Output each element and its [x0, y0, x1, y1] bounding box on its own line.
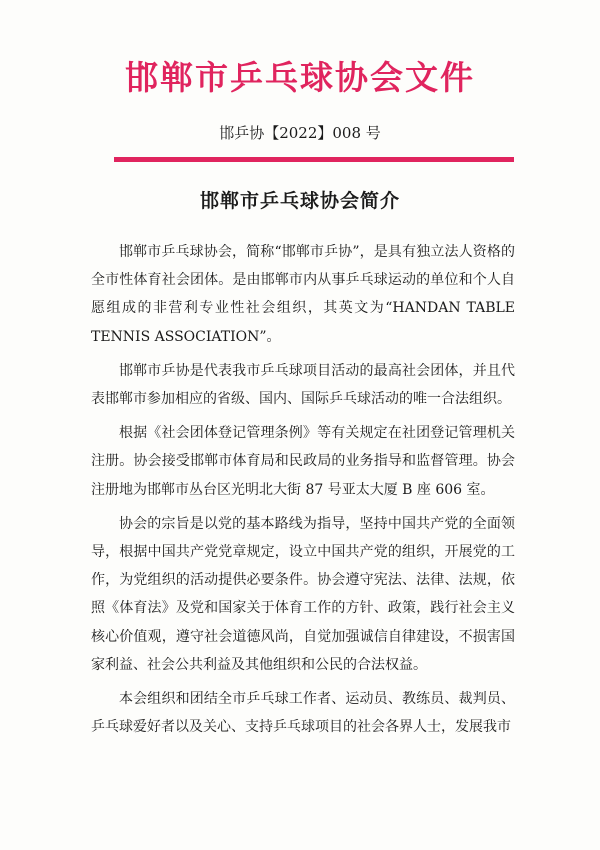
- paragraph-membership: 本会组织和团结全市乒乓球工作者、运动员、教练员、裁判员、乒乓球爱好者以及关心、支持乒乓球项目的社会各界人士，发展我市: [91, 691, 515, 736]
- document-header-title: 邯郸市乒乓球协会文件: [125, 58, 475, 97]
- paragraph-purpose: 协会的宗旨是以党的基本路线为指导，坚持中国共产党的全面领导，根据中国共产党党章规定，设立中国共产党的组织，开展党的工作，为党组织的活动提供必要条件。协会遵守宪法、法律、法规，依照《体育法》及党和国家关于体育工作的方针、政策，践行社会主义核心价值观，遵守社会道德风尚，自觉加强诚信自律建设，不损害国家利益、社会公共利益及其他组织和公民的合法权益。: [91, 515, 515, 673]
- paragraph-registration: 根据《社会团体登记管理条例》等有关规定在社团登记管理机关注册。协会接受邯郸市体育局和民政局的业务指导和监督管理。协会注册地为邯郸市丛台区光明北大街 87 号亚太大厦 B 座 606 室。: [91, 425, 515, 498]
- red-divider-line: [114, 157, 514, 162]
- document-number: 邯乒协【2022】008 号: [219, 124, 381, 142]
- document-title: 邯郸市乒乓球协会简介: [199, 190, 400, 212]
- document-body: [91, 238, 515, 747]
- paragraph-representation: 邯郸市乒协是代表我市乒乓球项目活动的最高社会团体，并且代表邯郸市参加相应的省级、国内、国际乒乓球活动的唯一合法组织。: [91, 362, 515, 408]
- paragraph-introduction: 邯郸市乒乓球协会，简称“邯郸市乒协”，是具有独立法人资格的全市性体育社会团体。是由邯郸市内从事乒乓球运动的单位和个人自愿组成的非营利专业性社会组织，其英文为“HANDAN TABLE TENNIS ASSOCIATION”。: [91, 244, 515, 345]
